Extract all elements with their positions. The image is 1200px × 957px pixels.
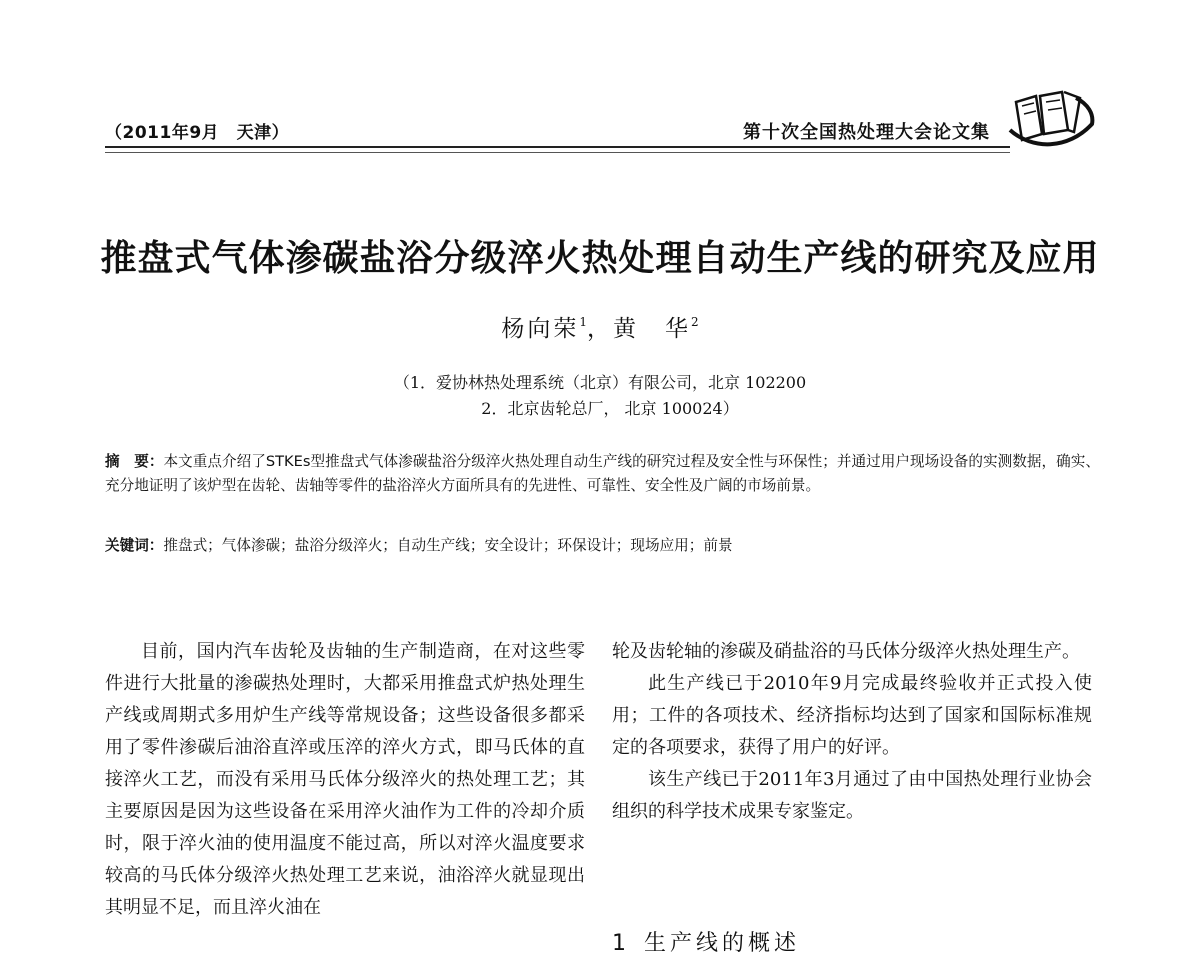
author-affiliation-mark: 2: [691, 315, 699, 329]
body-paragraph: 该生产线已于2011年3月通过了由中国热处理行业协会组织的科学技术成果专家鉴定。: [612, 769, 1092, 822]
abstract: [105, 450, 1100, 498]
keywords-text: 推盘式；气体渗碳；盐浴分级淬火；自动生产线；安全设计；环保设计；现场应用；前景: [163, 537, 733, 554]
body-left-column: [105, 636, 585, 924]
header-rule-thin: [105, 152, 1010, 153]
author-list: [0, 310, 1200, 343]
header-proceedings-title: 第十次全国热处理大会论文集: [743, 122, 990, 143]
book-logo-icon: [1002, 84, 1098, 154]
paper-title: 推盘式气体渗碳盐浴分级淬火热处理自动生产线的研究及应用: [100, 238, 1100, 279]
body-paragraph: 目前，国内汽车齿轮及齿轴的生产制造商，在对这些零件进行大批量的渗碳热处理时，大都采用推盘式炉热处理生产线或周期式多用炉生产线等常规设备；这些设备很多都采用了零件渗碳后油浴直淬或压淬的淬火方式，即马氏体的直接淬火工艺，而没有采用马氏体分级淬火的热处理工艺；其主要原因是因为这些设备在采用淬火油作为工件的冷却介质时，限于淬火油的使用温度不能过高，所以对淬火温度要求较高的马氏体分级淬火热处理工艺来说，油浴淬火就显现出其明显不足，而且淬火油在: [105, 641, 585, 918]
section-number: 1: [612, 931, 630, 956]
body-paragraph-continuation: 轮及齿轮轴的渗碳及硝盐浴的马氏体分级淬火热处理生产。: [612, 641, 1080, 662]
affiliation-line: 2．北京齿轮总厂， 北京 100024）: [481, 399, 739, 418]
affiliation-line: （1．爱协林热处理系统（北京）有限公司，北京 102200: [393, 373, 807, 392]
keywords-label: 关键词：: [105, 537, 164, 554]
author-affiliation-mark: 1: [579, 315, 587, 329]
abstract-label: 摘 要：: [105, 453, 164, 470]
section-title: 生产线的概述: [644, 931, 801, 956]
abstract-text: 本文重点介绍了STKEs型推盘式气体渗碳盐浴分级淬火热处理自动生产线的研究过程及安全性与环保性；并通过用户现场设备的实测数据，确实、充分地证明了该炉型在齿轮、齿轴等零件的盐浴淬火方面所具有的先进性、可靠性、安全性及广阔的市场前景。: [105, 453, 1100, 494]
body-right-column: [612, 636, 1092, 828]
body-paragraph: 此生产线已于2010年9月完成最终验收并正式投入使用；工件的各项技术、经济指标均达到了国家和国际标准规定的各项要求，获得了用户的好评。: [612, 673, 1092, 758]
header-rule-thick: [105, 146, 1010, 148]
header-date-location: （2011年9月 天津）: [105, 123, 290, 143]
keywords: [105, 534, 1100, 558]
author-name: 黄 华: [613, 316, 691, 342]
author-separator: ，: [587, 316, 613, 342]
section-heading: [612, 926, 1092, 957]
author-name: 杨向荣: [501, 316, 580, 342]
